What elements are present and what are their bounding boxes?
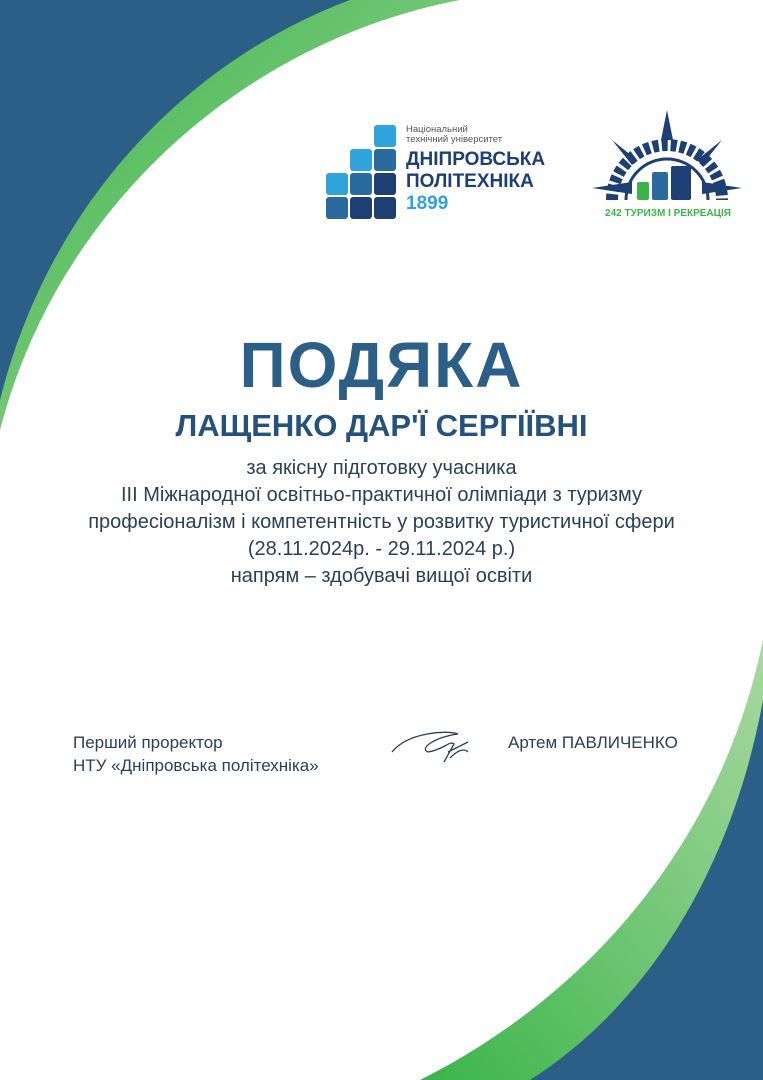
signatory-name: Артем ПАВЛИЧЕНКО (508, 733, 678, 752)
program-logo-caption: 242 ТУРИЗМ І РЕКРЕАЦІЯ (605, 208, 731, 219)
certificate-body (0, 455, 763, 590)
university-logo-squares (326, 125, 398, 219)
body-line: (28.11.2024р. - 29.11.2024 р.) (247, 538, 516, 560)
logo-line2: технічний університет (406, 134, 503, 145)
position-line1: Перший проректор (73, 733, 223, 752)
body-line: професіоналізм і компетентність у розвитку туристичної сфери (88, 511, 675, 533)
signature-image (388, 722, 478, 768)
logo-year: 1899 (406, 193, 449, 214)
logo-name1: ДНІПРОВСЬКА (406, 149, 546, 170)
compass-suitcase-logo (592, 110, 742, 206)
body-line: за якісну підготовку учасника (246, 457, 517, 479)
logo-name2: ПОЛІТЕХНІКА (406, 171, 534, 192)
logo-line1: Національний (406, 124, 468, 135)
position-line2: НТУ «Дніпровська політехніка» (73, 756, 319, 775)
signatory-position (73, 731, 319, 777)
body-line: напрям – здобувачі вищої освіти (230, 565, 533, 587)
university-logo-text (406, 125, 545, 215)
body-line: ІІІ Міжнародної освітньо-практичної олімпіади з туризму (121, 484, 642, 506)
recipient-name: ЛАЩЕНКО ДАР'Ї СЕРГІЇВНІ (175, 408, 588, 443)
page-title: ПОДЯКА (239, 329, 524, 401)
